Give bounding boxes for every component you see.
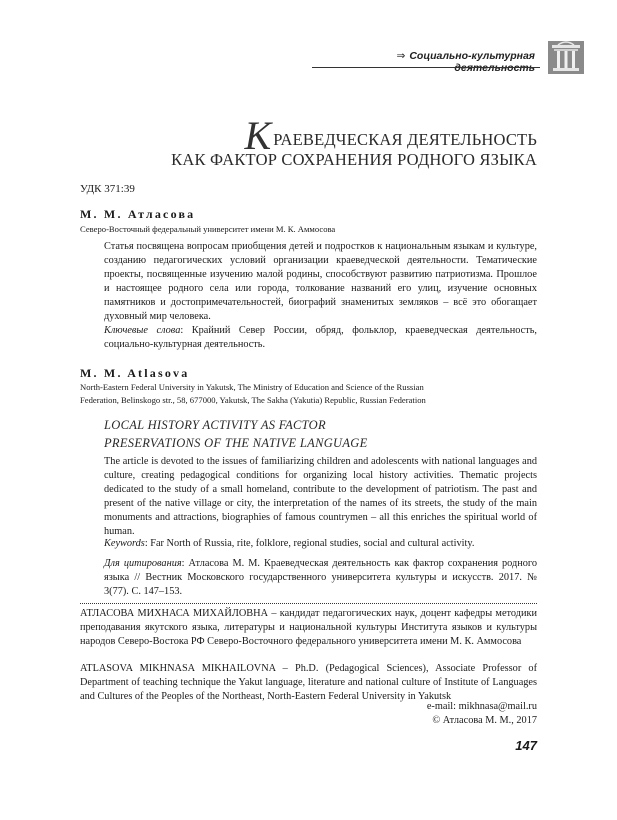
english-title-line2: PRESERVATIONS OF THE NATIVE LANGUAGE	[104, 436, 368, 450]
author-email: e-mail: mikhnasa@mail.ru	[426, 701, 537, 712]
keywords-ru	[104, 324, 537, 352]
udk-code: УДК 371:39	[80, 183, 135, 195]
header-rule	[312, 67, 540, 68]
dotted-divider	[80, 603, 537, 604]
bio-name-en: ATLASOVA MIKHNASA MIKHAILOVNA	[80, 663, 276, 674]
keywords-en	[104, 537, 537, 551]
bio-text-ru: – кандидат педагогических наук, доцент кафедры методики преподавания якутского языка, литературы и национальной культуры Института языков и культуры народов Северо-Востока РФ Северо-Восточного федерального университета имени М. К. Аммосова	[80, 608, 537, 647]
keywords-label-en: Keywords	[104, 538, 145, 549]
column-logo-icon	[548, 38, 584, 74]
keywords-text-ru: : Крайний Север России, обряд, фольклор, краеведческая деятельность, социально-культурная деятельность.	[104, 325, 537, 350]
bio-text-en: – Ph.D. (Pedagogical Sciences), Associate Professor of Department of teaching technique the Yakut language, literature and national culture of Institute of Languages and Cultures of the Peoples of the Northeast, North-Eastern Federal University in Yakutsk	[80, 663, 537, 702]
keywords-label-ru: Ключевые слова	[104, 325, 181, 336]
section-title: Социально-культурная деятельность	[409, 50, 535, 74]
title-dropcap: К	[244, 113, 272, 158]
author-name-ru: М. М. Атласова	[80, 207, 196, 221]
abstract-en: The article is devoted to the issues of familiarizing children and adolescents with national languages and culture, creating pedagogical conditions for organizing local history activities. Thematic projects dedicated to the study of a small homeland, contribute to the development of patriotism. The past and present of the native village or city, the interpretation of the names of its streets, the study of the main monuments and attractions, biographies of famous countrymen – all this enriches the spiritual world of human.	[104, 456, 537, 537]
article-title-line2: КАК ФАКТОР СОХРАНЕНИЯ РОДНОГО ЯЗЫКА	[171, 150, 537, 169]
affiliation-en-line2: Federation, Belinskogo str., 58, 677000, Yakutsk, The Sakha (Yakutia) Republic, Russian Federation	[80, 395, 426, 405]
citation-label: Для цитирования	[104, 558, 182, 569]
bio-name-ru: АТЛАСОВА МИХНАСА МИХАЙЛОВНА	[80, 608, 269, 619]
abstract-ru: Статья посвящена вопросам приобщения детей и подростков к национальным языкам и культуре, созданию педагогических условий организации краеведческой деятельности. Тематические проекты, посвященные изучению малой родины, способствуют развитию патриотизма. Прошлое и настоящее родного села или города, толкование названий его улиц, изучение основных памятников и достопримечательностей, биографий знаменитых земляков – всё это обогащает духовный мир человека.	[104, 241, 537, 322]
affiliation-en-line1: North-Eastern Federal University in Yakutsk, The Ministry of Education and Science of the Russian	[80, 382, 424, 392]
author-bio-ru	[80, 607, 537, 649]
arrow-icon: ⇒	[396, 50, 406, 62]
article-title-line1	[244, 113, 537, 158]
copyright: © Атласова М. М., 2017	[432, 715, 537, 726]
citation	[104, 557, 537, 599]
author-bio-en	[80, 662, 537, 704]
citation-text: : Атласова М. М. Краеведческая деятельность как фактор сохранения родного языка // Вестник Московского государственного университета культуры и искусств. 2017. № 3(77). С. 147–153.	[104, 558, 538, 597]
page-number: 147	[515, 738, 537, 753]
english-title-line1: LOCAL HISTORY ACTIVITY AS FACTOR	[104, 418, 326, 432]
affiliation-ru: Северо-Восточный федеральный университет имени М. К. Аммосова	[80, 224, 336, 234]
title-line1-text: РАЕВЕДЧЕСКАЯ ДЕЯТЕЛЬНОСТЬ	[273, 130, 537, 149]
keywords-text-en: : Far North of Russia, rite, folklore, regional studies, social and cultural activity.	[144, 538, 475, 549]
author-name-en: M. M. Atlasova	[80, 366, 190, 380]
running-header	[330, 50, 535, 74]
